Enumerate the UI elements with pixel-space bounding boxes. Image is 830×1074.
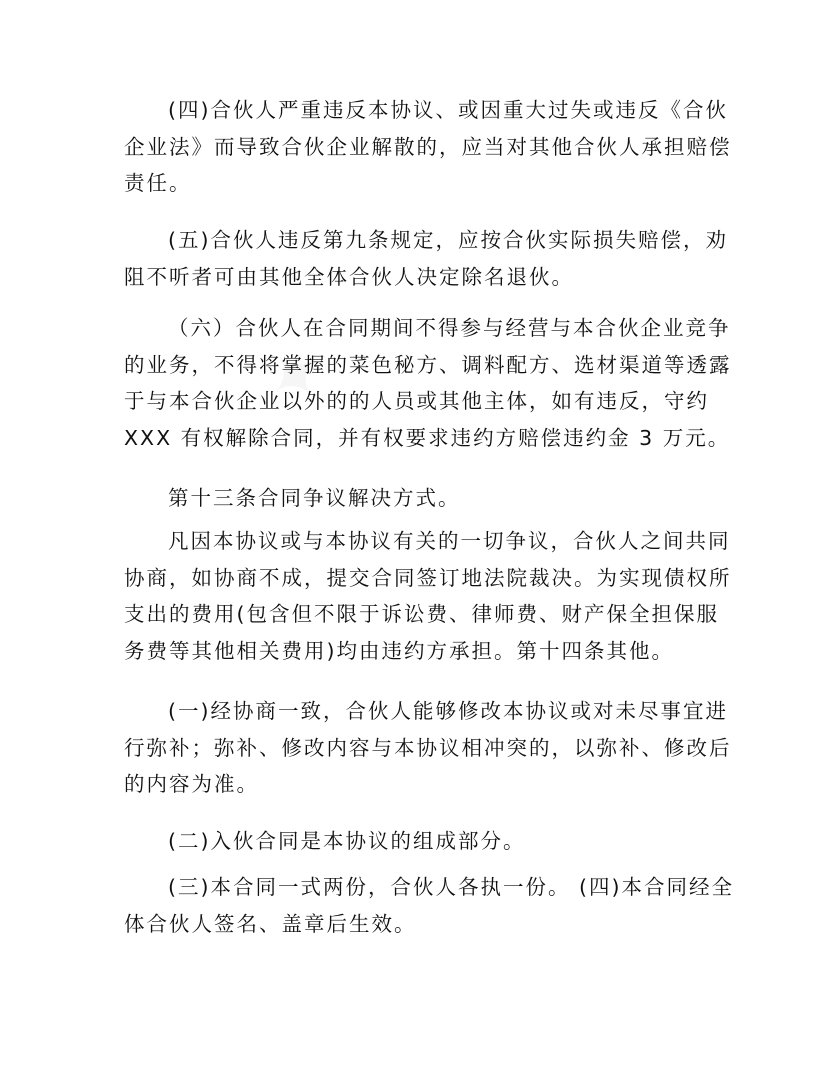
paragraph-3-copies-effect — [124, 869, 735, 942]
paragraph-4-liability — [124, 92, 732, 202]
paragraph-dispute-resolution — [124, 523, 732, 669]
text-line: 协商，如协商不成，提交合同签订地法院裁决。为实现债权所 — [124, 565, 732, 590]
paragraph-1-amendment — [124, 693, 732, 803]
text-line: (二)入伙合同是本协议的组成部分。 — [168, 829, 526, 853]
text-line: (一)经协商一致，合伙人能够修改本协议或对未尽事宜进 — [168, 699, 728, 723]
text-line: 的内容为准。 — [124, 772, 259, 796]
text-line: 于与本合伙企业以外的的人员或其他主体，如有违反，守约 — [124, 389, 709, 413]
text-line: (三)本合同一式两份，合伙人各执一份。 (四)本合同经全 — [168, 875, 735, 899]
text-line: 阻不听者可由其他全体合伙人决定除名退伙。 — [124, 264, 574, 289]
text-line: XXX 有权解除合同，并有权要求违约方赔偿违约金 3 万元。 — [124, 425, 731, 450]
text-line: 体合伙人签名、盖章后生效。 — [124, 911, 417, 936]
text-line: 行弥补；弥补、修改内容与本协议相冲突的，以弥补、修改后 — [124, 735, 732, 760]
text-line: 支出的费用(包含但不限于诉讼费、律师费、财产保全担保服 — [124, 602, 719, 626]
paragraph-5-breach — [124, 222, 728, 295]
text-line: （六）合伙人在合同期间不得参与经营与本合伙企业竞争 — [168, 316, 731, 340]
text-line: 第十三条合同争议解决方式。 — [168, 486, 461, 510]
text-line: 企业法》而导致合伙企业解散的，应当对其他合伙人承担赔偿 — [124, 134, 732, 159]
text-line: 责任。 — [124, 171, 192, 195]
article-13-heading — [124, 480, 714, 517]
text-line: 凡因本协议或与本协议有关的一切争议，合伙人之间共同 — [168, 529, 731, 553]
text-line: 务费等其他相关费用)均由违约方承担。第十四条其他。 — [124, 638, 674, 663]
text-line: 的业务，不得将掌握的菜色秘方、调料配方、选材渠道等透露 — [124, 352, 732, 377]
paragraph-2-integral-part — [124, 823, 714, 860]
text-line: (四)合伙人严重违反本协议、或因重大过失或违反《合伙 — [168, 98, 728, 122]
text-line: (五)合伙人违反第九条规定，应按合伙实际损失赔偿，劝 — [168, 228, 728, 252]
paragraph-6-non-compete — [124, 310, 732, 456]
watermark-graphic: ✦ — [246, 326, 345, 427]
